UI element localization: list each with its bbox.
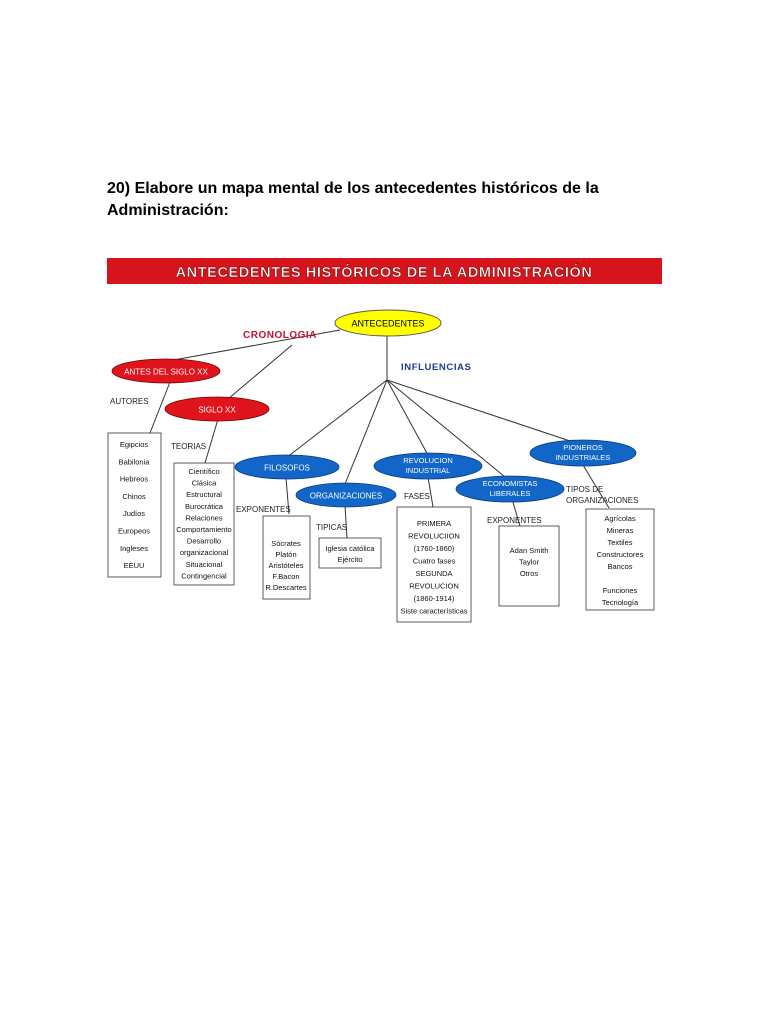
filosofos-list bbox=[265, 539, 307, 592]
list-item: Otros bbox=[519, 569, 539, 578]
filosofos-label: FILOSOFOS bbox=[264, 463, 310, 473]
influencias-label: INFLUENCIAS bbox=[401, 362, 472, 373]
list-item: REVOLUCIION bbox=[408, 531, 460, 541]
list-item: Siste características bbox=[400, 606, 468, 616]
list-item: F.Bacon bbox=[272, 572, 300, 581]
list-item: Contingencial bbox=[181, 571, 227, 581]
list-item: Desarrollo bbox=[186, 536, 222, 546]
list-item: PRIMERA bbox=[416, 519, 452, 528]
fases-label: FASES bbox=[404, 492, 430, 501]
list-item: Tecnología bbox=[601, 598, 639, 607]
antes-siglo-label: ANTES DEL SIGLO XX bbox=[124, 367, 208, 377]
list-item: REVOLUCION bbox=[409, 581, 459, 591]
list-item: (1860-1914) bbox=[413, 594, 455, 603]
list-item: Hebreos bbox=[119, 474, 149, 484]
list-item: Agrícolas bbox=[604, 514, 636, 523]
tipos-label-1: TIPOS DE bbox=[566, 485, 604, 494]
pioneros-label-2: INDUSTRIALES bbox=[555, 453, 611, 462]
economistas-label-2: LIBERALES bbox=[489, 489, 531, 498]
list-item: Chinos bbox=[122, 491, 146, 501]
list-item: Burocrática bbox=[185, 501, 223, 511]
exponentes-label-2: EXPONENTES bbox=[487, 516, 542, 525]
exponentes-label-1: EXPONENTES bbox=[236, 505, 291, 514]
list-item: Constructores bbox=[596, 550, 644, 559]
question-line-1: 20) Elabore un mapa mental de los antecedentes históricos de la bbox=[107, 180, 599, 197]
list-item: Aristóteles bbox=[268, 561, 304, 570]
list-item: organizacional bbox=[179, 548, 229, 558]
list-item: Ingleses bbox=[120, 543, 148, 553]
list-item: Egipcios bbox=[119, 440, 149, 449]
siglo-xx-label: SIGLO XX bbox=[198, 405, 236, 415]
economistas-label-1: ECONOMISTAS bbox=[482, 479, 538, 488]
autores-box bbox=[108, 433, 161, 577]
list-item: Mineras bbox=[606, 526, 634, 535]
list-item: Judíos bbox=[122, 509, 146, 519]
list-item: Platón bbox=[275, 550, 297, 559]
list-item: Estructural bbox=[186, 490, 222, 500]
list-item: Funciones bbox=[602, 586, 638, 595]
list-item: R.Descartes bbox=[265, 583, 307, 592]
tipicas-label: TIPICAS bbox=[316, 523, 348, 532]
list-item: Relaciones bbox=[185, 513, 223, 523]
autores-label: AUTORES bbox=[110, 397, 149, 406]
tipos-label-2: ORGANIZACIONES bbox=[566, 496, 639, 505]
list-item: Situacional bbox=[185, 559, 223, 569]
list-item: Sócrates bbox=[271, 539, 301, 548]
organizaciones-label: ORGANIZACIONES bbox=[309, 491, 383, 501]
list-item: (1760-1860) bbox=[413, 544, 455, 553]
list-item: Comportamiento bbox=[176, 525, 232, 534]
list-item: Científico bbox=[188, 467, 220, 476]
list-item: EEUU bbox=[123, 561, 145, 571]
list-item: Cuatro fases bbox=[412, 556, 456, 566]
revolucion-label-1: REVOLUCION bbox=[403, 456, 453, 465]
list-item: Bancos bbox=[607, 562, 633, 571]
teorias-label: TEORIAS bbox=[171, 442, 207, 451]
list-item: Adan Smith bbox=[509, 546, 549, 555]
list-item: Taylor bbox=[518, 557, 540, 567]
pioneros-label-1: PIONEROS bbox=[563, 443, 603, 452]
cronologia-label: CRONOLOGIA bbox=[243, 330, 317, 341]
question-line-2: Administración: bbox=[107, 202, 229, 219]
list-item: Ejército bbox=[337, 555, 363, 564]
list-item: Textiles bbox=[607, 538, 633, 547]
banner-title: ANTECEDENTES HISTÓRICOS DE LA ADMINISTRACIÓN bbox=[175, 265, 593, 281]
list-item: SEGUNDA bbox=[415, 569, 453, 578]
list-item: Iglesia católica bbox=[325, 544, 375, 553]
revolucion-label-2: INDUSTRIAL bbox=[405, 466, 451, 475]
root-node-label: ANTECEDENTES bbox=[351, 318, 425, 329]
list-item: Babilonia bbox=[118, 457, 150, 467]
list-item: Europeos bbox=[117, 526, 151, 536]
list-item: Clásica bbox=[191, 478, 217, 488]
